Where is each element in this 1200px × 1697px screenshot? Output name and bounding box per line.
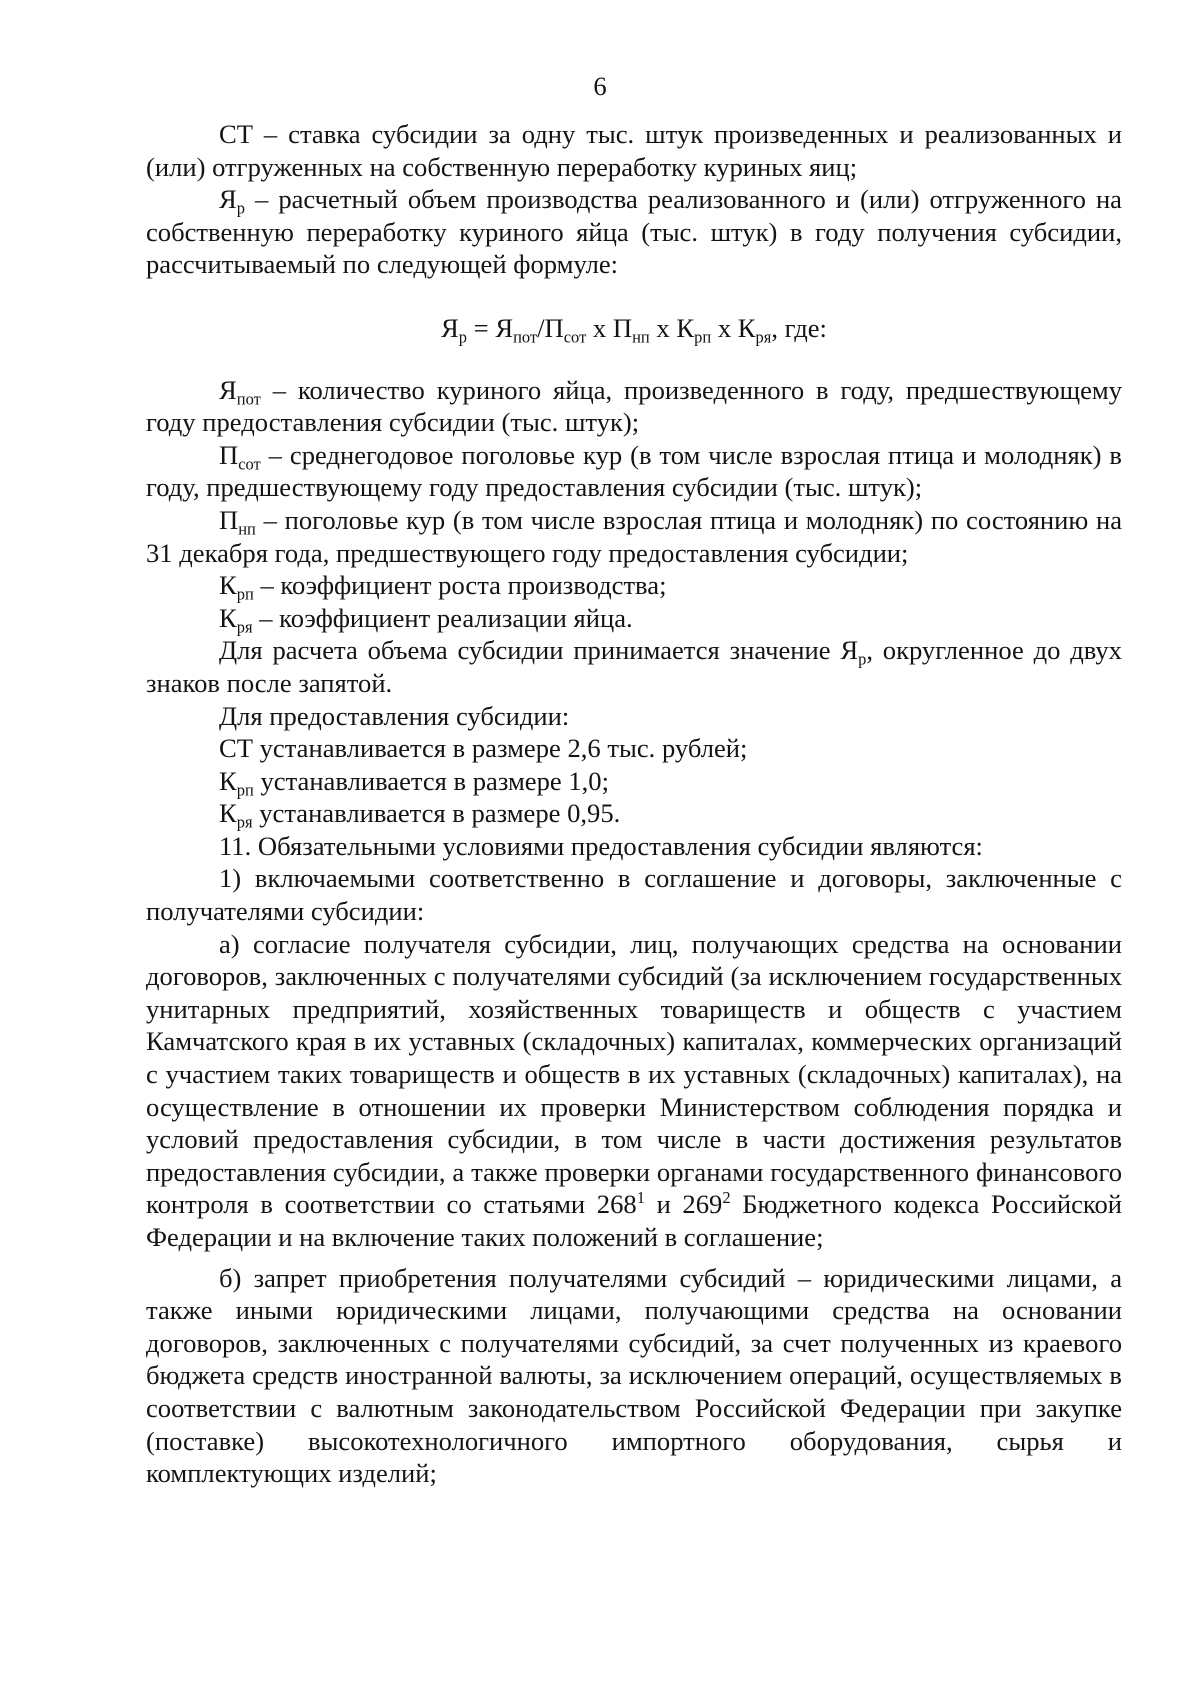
paragraph-section-11: 11. Обязательными условиями предоставления субсидии являются: [219,830,983,861]
paragraph-psot-definition: $П_{сот}$ – среднегодовое поголовье кур (в том числе взрослая птица и молодняк) в году, предшествующему году предоставления субсидии (тыс. штук); [146,439,1122,503]
paragraph-provision-intro: Для предоставления субсидии: [219,700,570,731]
paragraph-item-1: 1) включаемыми соответственно в соглашение и договоры, заключенные с получателями субсидии: [146,863,1122,927]
paragraph-item-b: б) запрет приобретения получателями субсидий – юридическими лицами, а также иными юридическими лицами, получающими средства на основании договоров, заключенных с получателями субсидий, за счет полученных из краевого бюджета средств иностранной валюты, за исключением операций, осуществляемых в соответствии с валютным законодательством Российской Федерации при закупке (поставке) высокотехнологичного импортного оборудования, сырья и комплектующих изделий; [146,1262,1122,1489]
paragraph-st-definition: СТ – ставка субсидии за одну тыс. штук произведенных и реализованных и (или) отгруженных на собственную переработку куриных яиц; [146,119,1122,182]
formula: $Я_р = Я_{пот}/П_{сот}$ х $П_{нп}$ х $К_{рп}$ х $К_{ря}$, где: [441,312,827,347]
paragraph-yar-definition: $Я_р$ – расчетный объем производства реализованного и (или) отгруженного на собственную переработку куриного яйца (тыс. штук) в году получения субсидии, рассчитываемый по следующей формуле: [146,184,1122,280]
paragraph-krya-value: $К_{ря}$ устанавливается в размере 0,95. [219,798,621,832]
page-number: 6 [593,71,607,101]
paragraph-item-a: а) согласие получателя субсидии, лиц, получающих средства на основании договоров, заключенных с получателями субсидий (за исключением государственных унитарных предприятий, хозяйственных товариществ и обществ с участием Камчатского края в их уставных (складочных) капиталах, коммерческих организаций с участием таких товариществ и обществ в их уставных (складочных) капиталах), на осуществление в отношении их проверки Министерством соблюдения порядка и условий предоставления субсидии, в том числе в части достижения результатов предоставления субсидии, а также проверки органами государственного финансового контроля в соответствии со статьями $268^1$ и $269^2$ Бюджетного кодекса Российской Федерации и на включение таких положений в соглашение; [146,928,1122,1252]
paragraph-krp-definition: $К_{рп}$ – коэффициент роста производства; [219,570,667,604]
paragraph-rounding-rule: Для расчета объема субсидии принимается значение $Я_р$, округленное до двух знаков после запятой. [146,635,1122,698]
paragraph-yapot-definition: $Я_{пот}$ – количество куриного яйца, произведенного в году, предшествующему году предоставления субсидии (тыс. штук); [146,374,1122,438]
paragraph-st-value: СТ устанавливается в размере 2,6 тыс. рублей; [219,733,748,764]
paragraph-pnp-definition: $П_{нп}$ – поголовье кур (в том числе взрослая птица и молодняк) по состоянию на 31 декабря года, предшествующего году предоставления субсидии; [146,504,1122,568]
document-body [146,118,1122,1490]
paragraph-krp-value: $К_{рп}$ устанавливается в размере 1,0; [219,765,609,799]
paragraph-krya-definition: $К_{ря}$ – коэффициент реализации яйца. [219,602,633,636]
